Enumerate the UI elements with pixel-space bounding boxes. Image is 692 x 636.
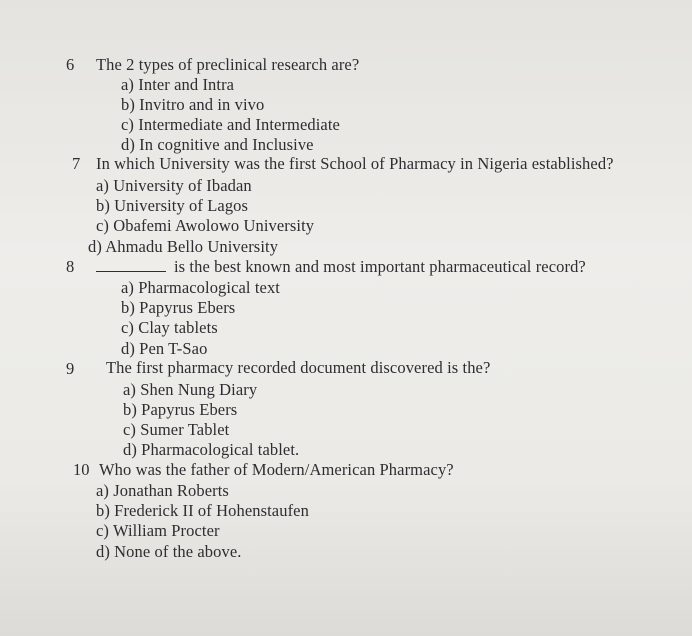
question-6-number: 6	[66, 55, 75, 74]
question-6-text: The 2 types of preclinical research are?	[96, 55, 360, 74]
question-6-option-d: d) In cognitive and Inclusive	[121, 135, 314, 154]
question-10-option-b: b) Frederick II of Hohenstaufen	[96, 501, 309, 520]
question-7-option-b: b) University of Lagos	[96, 196, 249, 215]
question-9-option-d: d) Pharmacological tablet.	[123, 440, 300, 459]
question-10-number: 10	[73, 460, 90, 479]
question-8-option-c: c) Clay tablets	[121, 318, 218, 337]
question-10-option-c: c) William Procter	[96, 521, 220, 540]
question-7-option-d: d) Ahmadu Bello University	[88, 237, 279, 256]
answer-blank	[96, 257, 166, 272]
question-7-text: In which University was the first School of Pharmacy in Nigeria established?	[96, 154, 614, 173]
question-7-number: 7	[72, 154, 81, 173]
question-8-line	[96, 257, 586, 277]
question-9-option-a: a) Shen Nung Diary	[123, 380, 258, 399]
question-8-option-a: a) Pharmacological text	[121, 278, 280, 297]
question-6-option-b: b) Invitro and in vivo	[121, 95, 265, 114]
question-6-option-c: c) Intermediate and Intermediate	[121, 115, 340, 134]
question-7-option-c: c) Obafemi Awolowo University	[96, 216, 315, 235]
question-8-number: 8	[66, 257, 75, 276]
question-10-text: Who was the father of Modern/American Pharmacy?	[99, 460, 454, 479]
question-9-option-c: c) Sumer Tablet	[123, 420, 230, 439]
question-8-option-d: d) Pen T-Sao	[121, 339, 208, 358]
question-10-option-a: a) Jonathan Roberts	[96, 481, 229, 500]
question-8-text: is the best known and most important pharmaceutical record?	[174, 257, 586, 276]
question-6-option-a: a) Inter and Intra	[121, 75, 235, 94]
question-9-text: The first pharmacy recorded document discovered is the?	[106, 358, 491, 377]
question-9-number: 9	[66, 359, 75, 378]
question-10-option-d: d) None of the above.	[96, 542, 242, 561]
question-7-option-a: a) University of Ibadan	[96, 176, 252, 195]
question-9-option-b: b) Papyrus Ebers	[123, 400, 238, 419]
question-8-option-b: b) Papyrus Ebers	[121, 298, 236, 317]
